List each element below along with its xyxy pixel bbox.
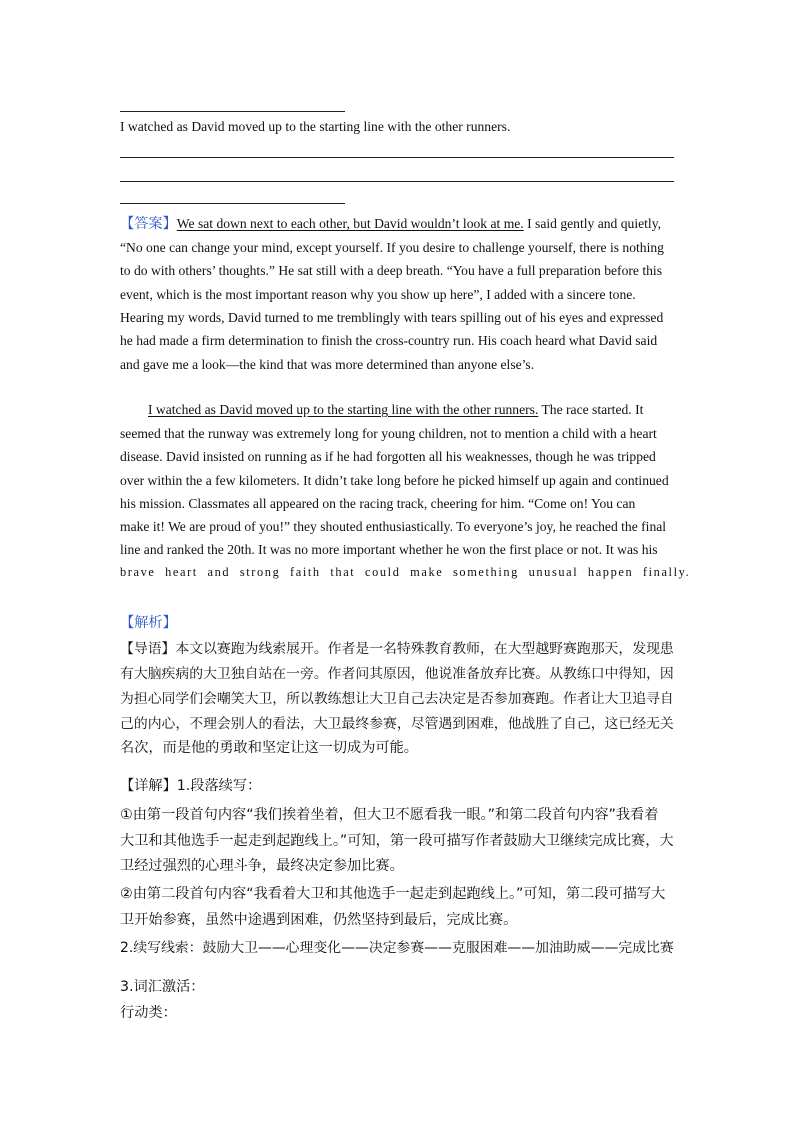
answer-p2-line: line and ranked the 20th. It was no more important whether he won the first place or not. It was his [120,542,658,557]
detail-line-1 [120,775,261,795]
answer-p2-first-sentence: I watched as David moved up to the starting line with the other runners. [148,402,539,417]
vocab-heading: 3.词汇激活： [120,979,205,995]
answer-p1-first-sentence: We sat down next to each other, but David wouldn’t look at me. [176,216,524,231]
analysis-label: 【解析】 [120,615,177,631]
guide-line: 为担心同学们会嘲笑大卫，所以教练想让大卫自己去决定是否参加赛跑。作者让大卫追寻自 [120,691,674,707]
answer-p1-line: to do with others’ thoughts.” He sat still with a deep breath. “You have a full preparation before this [120,263,662,278]
blank-line-1 [120,157,674,158]
answer-p1-line: Hearing my words, David turned to me tremblingly with tears spilling out of his eyes and expressed [120,310,664,325]
guide-line-1 [120,637,674,657]
detail-text-0: 1.段落续写： [176,778,262,794]
vocab-subheading: 行动类： [120,1005,177,1021]
answer-p2-line-last: brave heart and strong faith that could make something unusual happen finally. [120,565,691,579]
detail-line: ②由第二段首句内容“我看着大卫和其他选手一起走到起跑线上。”可知，第二段可描写大 [120,886,666,902]
answer-p1-line-0: I said gently and quietly, [523,216,662,231]
blank-line-2 [120,181,674,182]
detail-line: 卫开始参赛，虽然中途遇到困难，仍然坚持到最后，完成比赛。 [120,912,518,928]
answer-line-1 [120,213,661,233]
answer-p2-line-first [148,402,643,418]
answer-p1-line: “No one can change your mind, except yourself. If you desire to challenge yourself, there is nothing [120,240,664,255]
answer-p2-line-0: The race started. It [538,402,644,417]
guide-line: 名次，而是他的勇敢和坚定让这一切成为可能。 [120,740,418,756]
guide-text-0: 本文以赛跑为线索展开。作者是一名特殊教育教师，在大型越野赛跑那天，发现患 [175,641,674,657]
detail-line: 2.续写线索：鼓励大卫——心理变化——决定参赛——克服困难——加油助威——完成比赛 [120,940,674,956]
answer-p2-line: his mission. Classmates all appeared on the racing track, cheering for him. “Come on! You can [120,496,636,511]
answer-p1-line: he had made a firm determination to finish the cross-country run. His coach heard what David said [120,333,658,348]
lead-sentence: I watched as David moved up to the starting line with the other runners. [120,119,511,134]
detail-line: ①由第一段首句内容“我们挨着坐着，但大卫不愿看我一眼。”和第二段首句内容”我看着 [120,807,659,823]
answer-p2-line: over within the a few kilometers. It didn’t take long before he picked himself up again and continued [120,473,669,488]
blank-line-short-bottom [120,203,345,204]
answer-p1-line: event, which is the most important reason why you show up here”, I added with a sincere tone. [120,287,636,302]
guide-line: 己的内心，不理会别人的看法，大卫最终参赛，尽管遇到困难，他战胜了自己，这已经无关 [120,716,674,732]
guide-line: 有大脑疾病的大卫独自站在一旁。作者问其原因，他说准备放弃比赛。从教练口中得知，因 [120,666,674,682]
guide-label: 【导语】 [120,641,176,657]
answer-p1-line: and gave me a look—the kind that was more determined than anyone else’s. [120,357,535,372]
answer-label: 【答案】 [120,216,177,232]
answer-p2-line: seemed that the runway was extremely long for young children, not to mention a child with a heart [120,426,657,441]
answer-p2-line: disease. David insisted on running as if he had forgotten all his weaknesses, though he was tripped [120,449,656,464]
detail-line: 卫经过强烈的心理斗争，最终决定参加比赛。 [120,858,404,874]
detail-label: 【详解】 [120,778,177,794]
detail-line: 大卫和其他选手一起走到起跑线上。”可知，第一段可描写作者鼓励大卫继续完成比赛，大 [120,833,674,849]
answer-p2-line: make it! We are proud of you!” they shouted enthusiastically. To everyone’s joy, he reached the final [120,519,667,534]
blank-line-short-top [120,111,345,112]
